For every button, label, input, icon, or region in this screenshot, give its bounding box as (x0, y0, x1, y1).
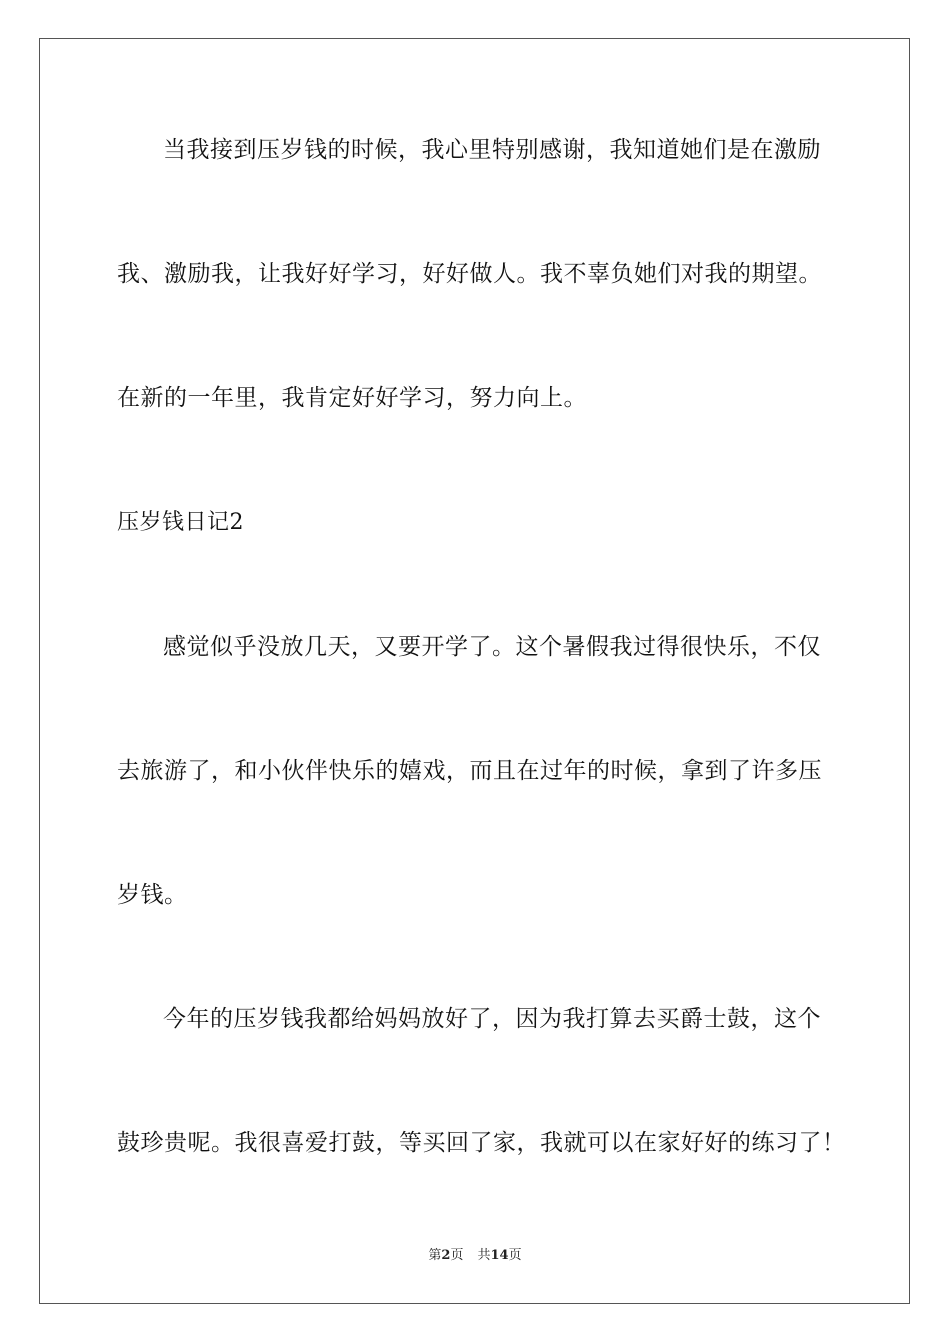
page-footer (0, 1247, 950, 1265)
page-frame (39, 38, 910, 1304)
paragraph-3-line-1: 今年的压岁钱我都给妈妈放好了，因为我打算去买爵士鼓，这个 (163, 1006, 821, 1032)
footer-page-number: 2 (441, 1248, 451, 1263)
paragraph-1-line-3: 在新的一年里，我肯定好好学习，努力向上。 (117, 385, 587, 411)
paragraph-3-line-2: 鼓珍贵呢。我很喜爱打鼓，等买回了家，我就可以在家好好的练习了！ (117, 1130, 846, 1156)
footer-total-prefix: 共 (477, 1248, 491, 1263)
footer-total-pages: 14 (490, 1248, 509, 1263)
footer-total-suffix: 页 (508, 1248, 522, 1263)
paragraph-1-line-2: 我、激励我，让我好好学习，好好做人。我不辜负她们对我的期望。 (117, 261, 822, 287)
paragraph-2-line-2: 去旅游了，和小伙伴快乐的嬉戏，而且在过年的时候，拿到了许多压 (117, 758, 822, 784)
section-heading: 压岁钱日记2 (117, 510, 244, 535)
footer-page-prefix: 第 (428, 1248, 442, 1263)
paragraph-1-line-1: 当我接到压岁钱的时候，我心里特别感谢，我知道她们是在激励 (163, 137, 821, 163)
paragraph-2-line-3: 岁钱。 (117, 882, 188, 908)
footer-page-suffix: 页 (450, 1248, 464, 1263)
paragraph-2-line-1: 感觉似乎没放几天，又要开学了。这个暑假我过得很快乐，不仅 (163, 634, 821, 660)
